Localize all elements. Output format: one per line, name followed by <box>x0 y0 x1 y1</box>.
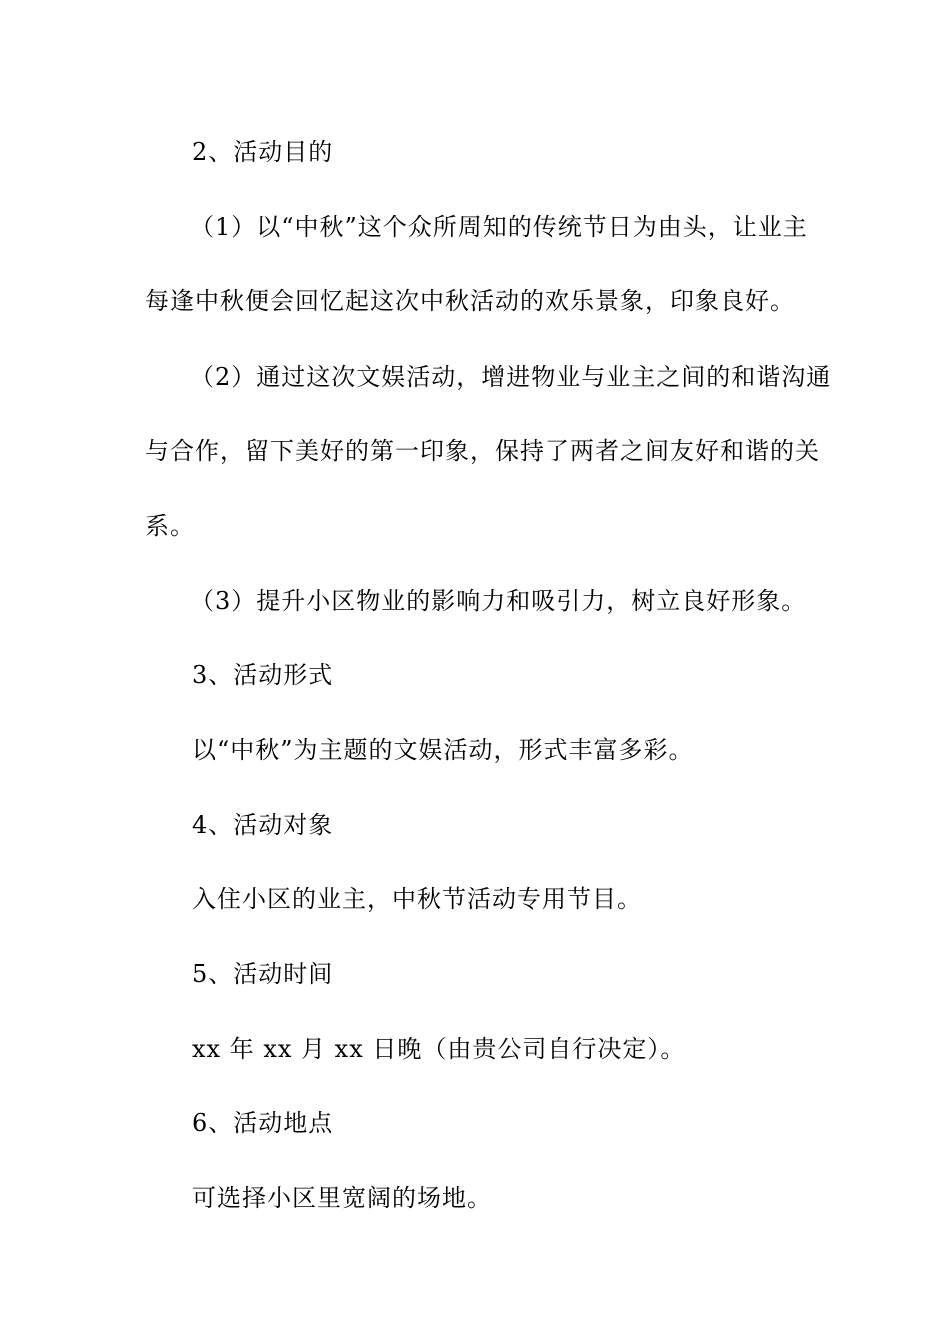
paragraph-line: （3）提升小区物业的影响力和吸引力，树立良好形象。 <box>190 587 807 615</box>
paragraph-line: 系。 <box>145 512 195 540</box>
section-heading-purpose: 2、活动目的 <box>192 138 334 166</box>
paragraph-line: 以“中秋”为主题的文娱活动，形式丰富多彩。 <box>192 736 694 764</box>
paragraph-line: 入住小区的业主，中秋节活动专用节目。 <box>192 885 642 913</box>
paragraph-line: 每逢中秋便会回忆起这次中秋活动的欢乐景象，印象良好。 <box>145 287 795 315</box>
section-heading-audience: 4、活动对象 <box>192 811 334 839</box>
section-heading-location: 6、活动地点 <box>192 1109 334 1137</box>
paragraph-line: （1）以“中秋”这个众所周知的传统节日为由头，让业主 <box>190 213 808 241</box>
paragraph-line: 可选择小区里宽阔的场地。 <box>192 1184 492 1212</box>
paragraph-line: （2）通过这次文娱活动，增进物业与业主之间的和谐沟通 <box>190 363 832 391</box>
section-heading-form: 3、活动形式 <box>192 661 334 689</box>
paragraph-line: xx 年 xx 月 xx 日晚（由贵公司自行决定）。 <box>192 1035 686 1063</box>
paragraph-line: 与合作，留下美好的第一印象，保持了两者之间友好和谐的关 <box>145 437 820 465</box>
section-heading-time: 5、活动时间 <box>192 960 334 988</box>
